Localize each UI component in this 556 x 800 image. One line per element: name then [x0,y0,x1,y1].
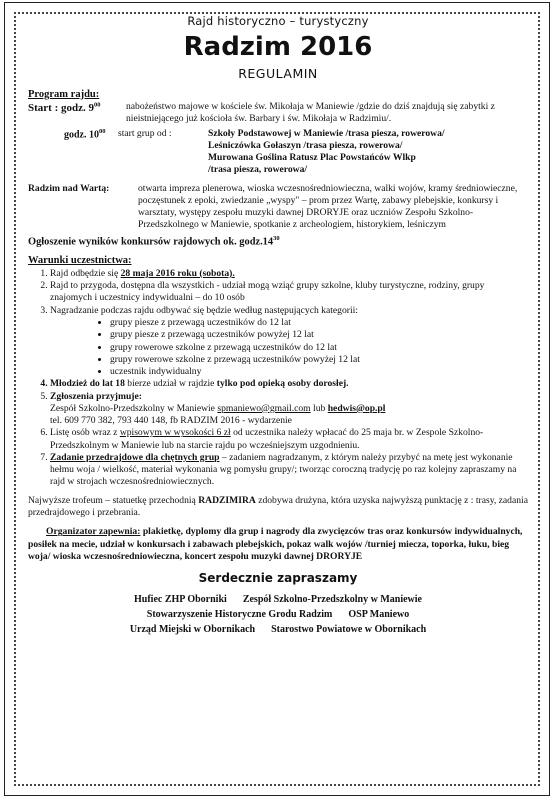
groups-label: godz. $10^{00}$ [64,127,106,140]
program-heading: Program rajdu: [28,88,100,100]
rule-5: 5. Zgłoszenia przyjmuje: Zespół Szkolno-Przedszkolny w Maniewie spmaniewo@gmail.com lub hedwis@op.pl tel. 609 770 382, 793 440 148, fb RADZIM 2016 - wydarzenie [50,391,528,428]
group-route-2: Leśniczówka Gołaszyn /trasa piesza, rowerowa/ [208,139,403,151]
program-groups-row [28,128,528,177]
program-start-row [28,101,528,126]
rule-6: 6. Listę osób wraz z wpisowym w wysokości 6 zł od uczestnika należy wpłacać do 25 maja br. w Zespole Szkolno-Przedszkolnym w Maniewie lub na starcie rajdu po wcześniejszym uzgodnieniu. [50,427,528,452]
group-route-3: Murowana Goślina Ratusz Plac Powstańców Wlkp [208,152,416,164]
radzim-text: otwarta impreza plenerowa, wioska wczesnośredniowieczna, walki wojów, kramy średniowieczne, poczęstunek z epoki, zwiedzanie „wyspy" – prom przez Wartę, zabawy plebejskie, konkursy i warsztaty, występy zespołu muzyki dawnej DRORYJE oraz uczniów Zespołu Szkolno-Przedszkolnego w Maniewie, spotkanie z archeologiem, historykiem, leśniczym [138,182,518,231]
invitation-heading: Serdecznie zapraszamy [198,571,358,586]
groups-prefix: start grup od : [118,127,172,139]
organizers-row: Hufiec ZHP Oborniki Zespół Szkolno-Przedszkolny w Maniewie [134,594,422,606]
rule-3: 3. Nagradzanie podczas rajdu odbywać się będzie według następujących kategorii: • grupy piesze z przewagą uczestników do 12 lat • grupy piesze z przewagą uczestników powyżej 12 lat • grupy rowerowe szkolne z przewagą uczestników do 12 lat • grupy rowerowe szkolne z przewagą uczestników powyżej 12 lat • uczestnik indywidualny [50,305,528,379]
rules-heading: Warunki uczestnictwa: [28,255,132,267]
organizer-paragraph: Organizator zapewnia: plakietkę, dyplomy dla grup i nagrody dla zwycięzców tras oraz konkursów indywidualnych, posiłek na mecie, udział w konkursach i zabawach plebejskich, pokaz walk wojów /turniej miecza, toporka, łuku, bieg woja/ wioska wczesnośredniowieczna, koncert zespołu muzyki dawnej DRORYJE [28,526,523,562]
document-supertitle: Rajd historyczno – turystyczny [187,14,369,28]
category-item: • grupy rowerowe szkolne z przewagą uczestników do 12 lat [110,342,528,354]
groups-list [208,128,528,177]
rule-4: 4. Młodzież do lat 18 bierze udział w rajdzie tylko pod opieką osoby dorosłej. [50,378,528,390]
organizers-row: Urząd Miejski w Obornikach Starostwo Powiatowe w Obornikach [129,624,427,636]
document-subtitle: REGULAMIN [238,65,318,81]
organizers-list [28,592,528,637]
rules-section [28,254,528,488]
start-label: Start : godz. $9^{00}$ [28,101,101,115]
trophy-paragraph: Najwyższe trofeum – statuetkę przechodnią RADZIMIRA zdobywa drużyna, która uzyska najwyższą punktację z : trasy, zadania przedrajdowego i przebrania. [28,494,528,518]
rule-1: 1. Rajd odbędzie się 28 maja 2016 roku (sobota). [50,268,528,280]
contact-email-link[interactable]: hedwis@op.pl [327,402,386,414]
category-item: • uczestnik indywidualny [110,366,528,378]
results-announcement: Ogłoszenie wyników konkursów rajdowych ok. $godz.14^{30}$ [28,234,280,248]
document-body [28,14,528,637]
rule-7: 7. Zadanie przedrajdowe dla chętnych grup – zadaniem nagradzanym, z którym należy przybyć na metę jest wykonanie hełmu woja / wielkość, materiał wykonania wg pomysłu grupy/; tworząc coroczną tradycję po raz kolejny zapraszamy na rajd w strojach wczesnośredniowiecznych. [50,452,528,489]
school-email-link[interactable]: spmaniewo@gmail.com [217,402,311,414]
category-item: • grupy rowerowe szkolne z przewagą uczestników powyżej 12 lat [110,354,528,366]
rules-list [28,268,528,489]
start-text: nabożeństwo majowe w kościele św. Mikołaja w Maniewie /gdzie do dziś znajdują się zabytki z nieistniejącego już kościoła św. Barbary i św. Mikołaja w Radzimiu/. [126,101,495,125]
document-title: Radzim 2016 [183,31,373,62]
rule-2: 2. Rajd to przygoda, dostępna dla wszystkich - udział mogą wziąć grupy szkolne, kluby turystyczne, rodziny, grupy znajomych i uczestnicy indywidualni – do 10 osób [50,280,528,305]
organizers-row: Stowarzyszenie Historyczne Grodu Radzim OSP Maniewo [146,609,410,621]
category-item: • grupy piesze z przewagą uczestników powyżej 12 lat [110,329,528,341]
contact-line-2: tel. 609 770 382, 793 440 148, fb RADZIM 2016 - wydarzenie [50,415,292,427]
program-section [28,88,528,249]
category-item: • grupy piesze z przewagą uczestników do 12 lat [110,317,528,329]
group-route-4: /trasa piesza, rowerowa/ [208,164,308,176]
radzim-row [28,183,528,232]
group-route-1: Szkoły Podstawowej w Maniewie /trasa piesza, rowerowa/ [208,127,445,139]
radzim-label: Radzim nad Wartą: [28,182,110,194]
contact-line-1: Zespół Szkolno-Przedszkolny w Maniewie spmaniewo@gmail.com lub hedwis@op.pl [50,402,386,414]
category-list [50,317,528,378]
